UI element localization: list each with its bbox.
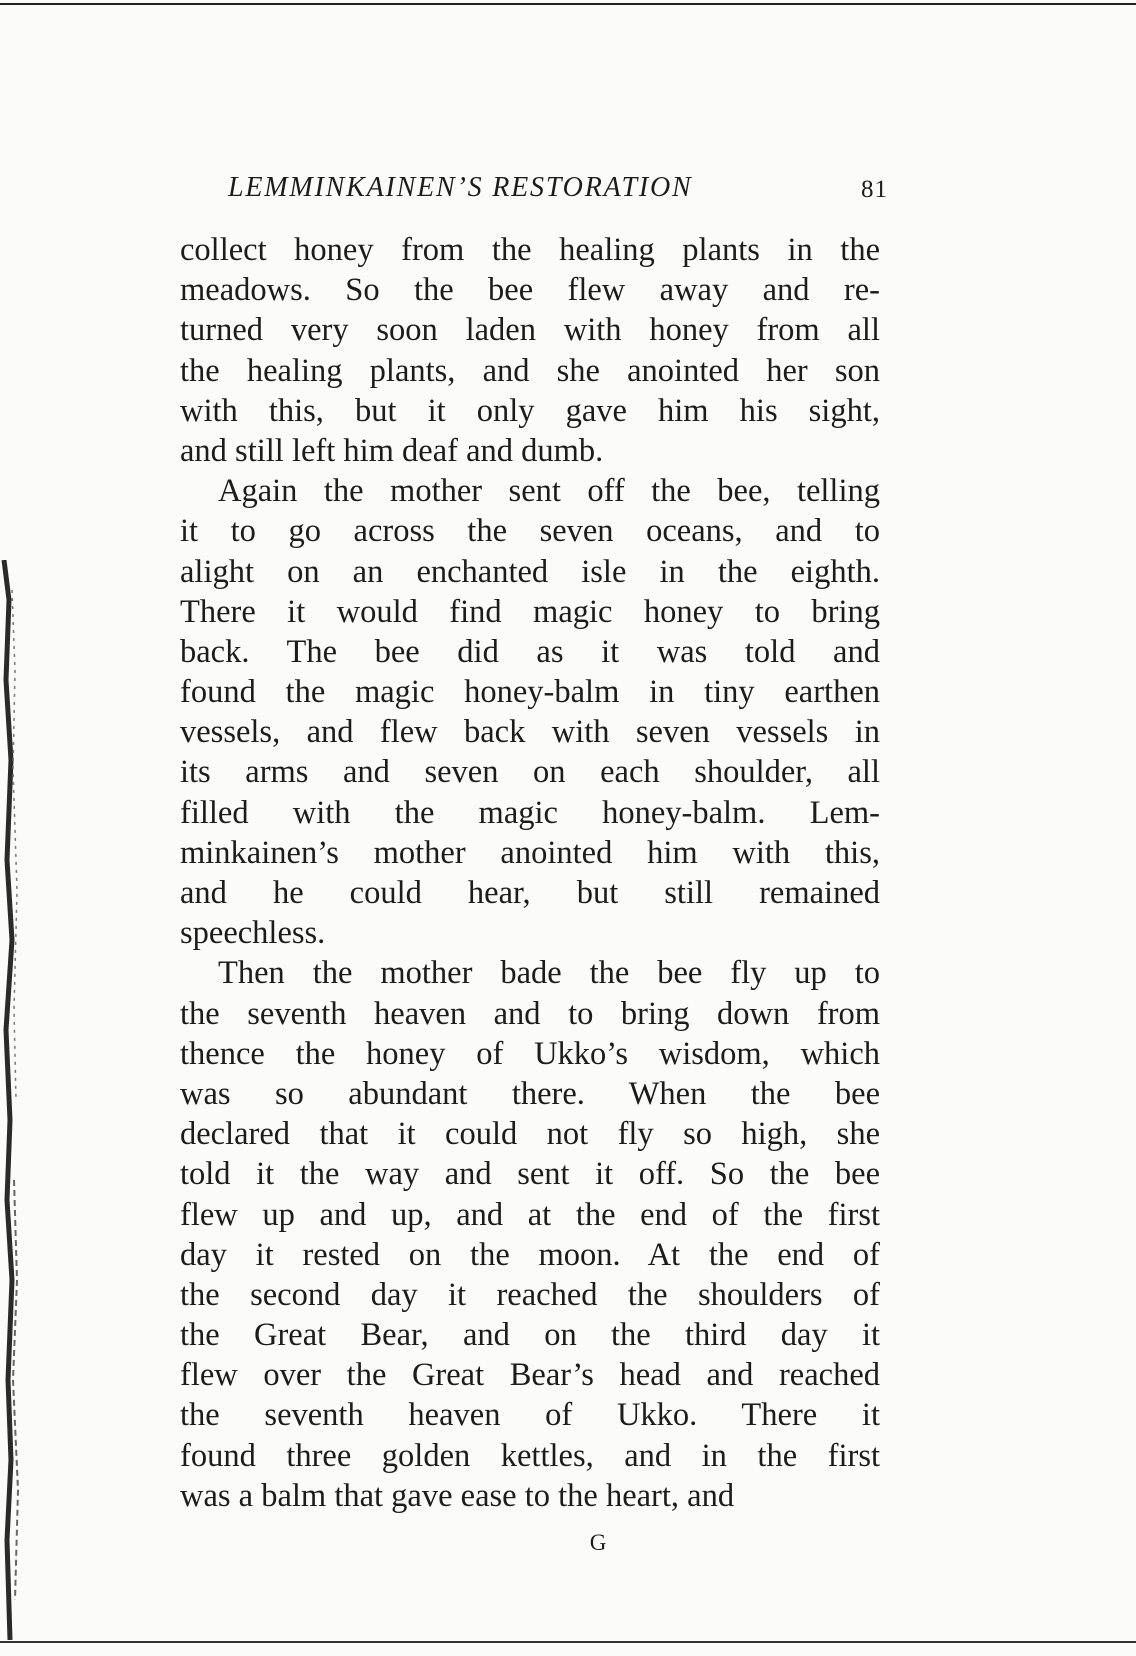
text-line: was so abundant there. When the bee bbox=[180, 1075, 880, 1112]
text-line: with this, but it only gave him his sight, bbox=[180, 392, 880, 429]
text-line: the seventh heaven and to bring down from bbox=[180, 995, 880, 1032]
text-line: filled with the magic honey-balm. Lem- bbox=[180, 794, 880, 831]
text-line: flew up and up, and at the end of the first bbox=[180, 1196, 880, 1233]
binding-shadow bbox=[0, 560, 22, 1640]
body-text bbox=[180, 230, 880, 1516]
running-head: LEMMINKAINEN’S RESTORATION bbox=[228, 172, 693, 203]
text-line: and still left him deaf and dumb. bbox=[180, 432, 604, 469]
text-line: Again the mother sent off the bee, telling bbox=[218, 473, 880, 510]
signature-mark-container bbox=[0, 1528, 1136, 1558]
text-line: the seventh heaven of Ukko. There it bbox=[180, 1397, 880, 1434]
text-line: turned very soon laden with honey from all bbox=[180, 312, 880, 349]
bottom-edge-rule bbox=[0, 1641, 1136, 1643]
text-line: and he could hear, but still remained bbox=[180, 875, 880, 911]
text-line: the healing plants, and she anointed her son bbox=[180, 352, 880, 389]
page-header bbox=[228, 168, 888, 208]
text-line: collect honey from the healing plants in the bbox=[180, 232, 880, 268]
paragraph bbox=[180, 953, 880, 1516]
text-line: speechless. bbox=[180, 915, 326, 952]
text-line: alight on an enchanted isle in the eighth. bbox=[180, 553, 880, 590]
text-line: its arms and seven on each shoulder, all bbox=[180, 754, 880, 791]
text-line: declared that it could not fly so high, she bbox=[180, 1116, 880, 1153]
text-line: was a balm that gave ease to the heart, and bbox=[180, 1477, 735, 1514]
text-line: thence the honey of Ukko’s wisdom, which bbox=[180, 1035, 880, 1072]
text-line: told it the way and sent it off. So the bee bbox=[180, 1156, 880, 1193]
text-line: back. The bee did as it was told and bbox=[180, 633, 880, 670]
text-line: the Great Bear, and on the third day it bbox=[180, 1317, 880, 1354]
text-line: found the magic honey-balm in tiny earthen bbox=[180, 674, 880, 711]
paragraph bbox=[180, 471, 880, 953]
text-line: There it would find magic honey to bring bbox=[180, 593, 880, 630]
text-line: minkainen’s mother anointed him with this, bbox=[180, 834, 880, 871]
signature-mark: G bbox=[589, 1530, 607, 1555]
text-line: meadows. So the bee flew away and re- bbox=[180, 272, 880, 309]
text-line: the second day it reached the shoulders of bbox=[180, 1276, 880, 1313]
text-line: found three golden kettles, and in the first bbox=[180, 1437, 880, 1474]
text-line: Then the mother bade the bee fly up to bbox=[218, 955, 880, 992]
top-edge-rule bbox=[0, 3, 1136, 5]
text-line: vessels, and flew back with seven vessels in bbox=[180, 714, 880, 751]
text-line: it to go across the seven oceans, and to bbox=[180, 513, 880, 550]
text-line: day it rested on the moon. At the end of bbox=[180, 1236, 880, 1273]
page-number: 81 bbox=[861, 176, 888, 203]
paragraph bbox=[180, 230, 880, 471]
text-line: flew over the Great Bear’s head and reached bbox=[180, 1357, 880, 1394]
